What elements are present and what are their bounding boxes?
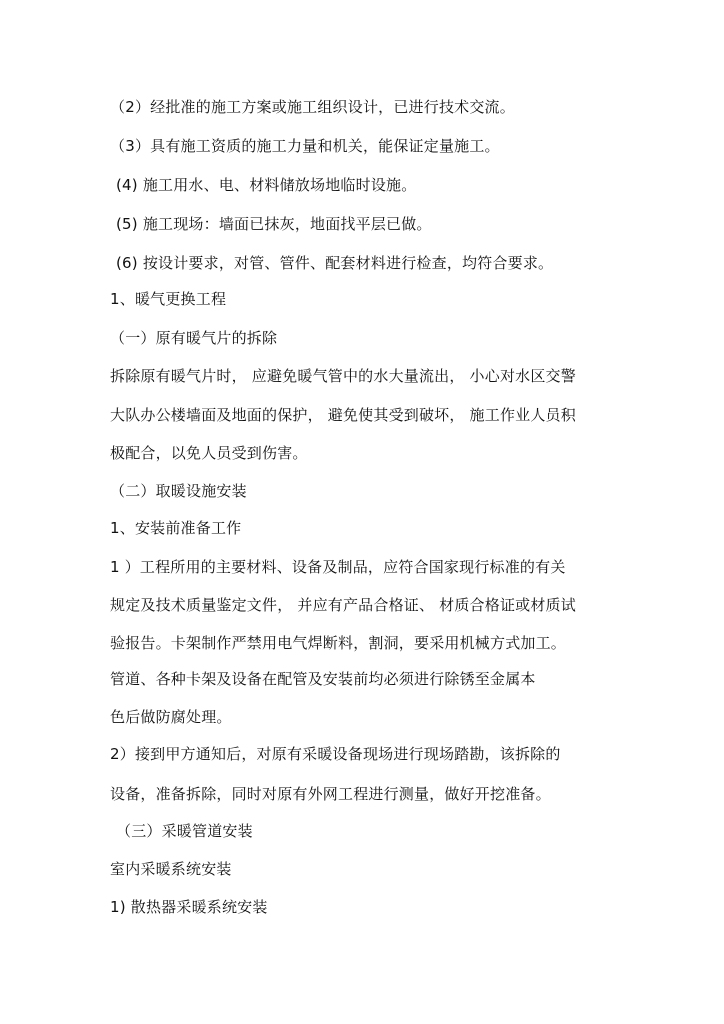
text-line: 1 ）工程所用的主要材料、设备及制品，应符合国家现行标准的有关 xyxy=(110,558,566,576)
text-line: 设备，准备拆除，同时对原有外网工程进行测量，做好开挖准备。 xyxy=(110,785,551,803)
text-line: (6) 按设计要求，对管、管件、配套材料进行检查，均符合要求。 xyxy=(116,254,554,272)
text-line: 拆除原有暖气片时， 应避免暖气管中的水大量流出， 小心对水区交警 xyxy=(110,367,576,385)
text-line: (4) 施工用水、电、材料储放场地临时设施。 xyxy=(116,176,417,194)
subsection-heading: （三）采暖管道安装 xyxy=(116,822,253,840)
text-line: 验报告。卡架制作严禁用电气焊断料，割洞，要采用机械方式加工。 xyxy=(110,634,567,652)
text-line: 色后做防腐处理。 xyxy=(110,708,232,726)
text-line: （2）经批准的施工方案或施工组织设计，已进行技术交流。 xyxy=(110,98,515,116)
section-heading: 1、暖气更换工程 xyxy=(110,290,227,308)
text-line: 2）接到甲方通知后，对原有采暖设备现场进行现场踏勘，该拆除的 xyxy=(110,745,561,763)
subsection-heading: （一）原有暖气片的拆除 xyxy=(110,329,278,347)
text-line: 1) 散热器采暖系统安装 xyxy=(110,898,268,916)
text-line: （3）具有施工资质的施工力量和机关，能保证定量施工。 xyxy=(110,137,500,155)
subsection-heading: （二）取暖设施安装 xyxy=(110,482,247,500)
text-line: (5) 施工现场：墙面已抹灰，地面找平层已做。 xyxy=(116,215,432,233)
text-line: 管道、各种卡架及设备在配管及安装前均必须进行除锈至金属本 xyxy=(110,670,536,688)
text-line: 大队办公楼墙面及地面的保护， 避免使其受到破坏， 施工作业人员积 xyxy=(110,406,576,424)
text-line: 室内采暖系统安装 xyxy=(110,860,232,878)
text-line: 1、安装前准备工作 xyxy=(110,519,242,537)
text-line: 极配合，以免人员受到伤害。 xyxy=(110,444,308,462)
text-line: 规定及技术质量鉴定文件， 并应有产品合格证、 材质合格证或材质试 xyxy=(110,596,576,614)
